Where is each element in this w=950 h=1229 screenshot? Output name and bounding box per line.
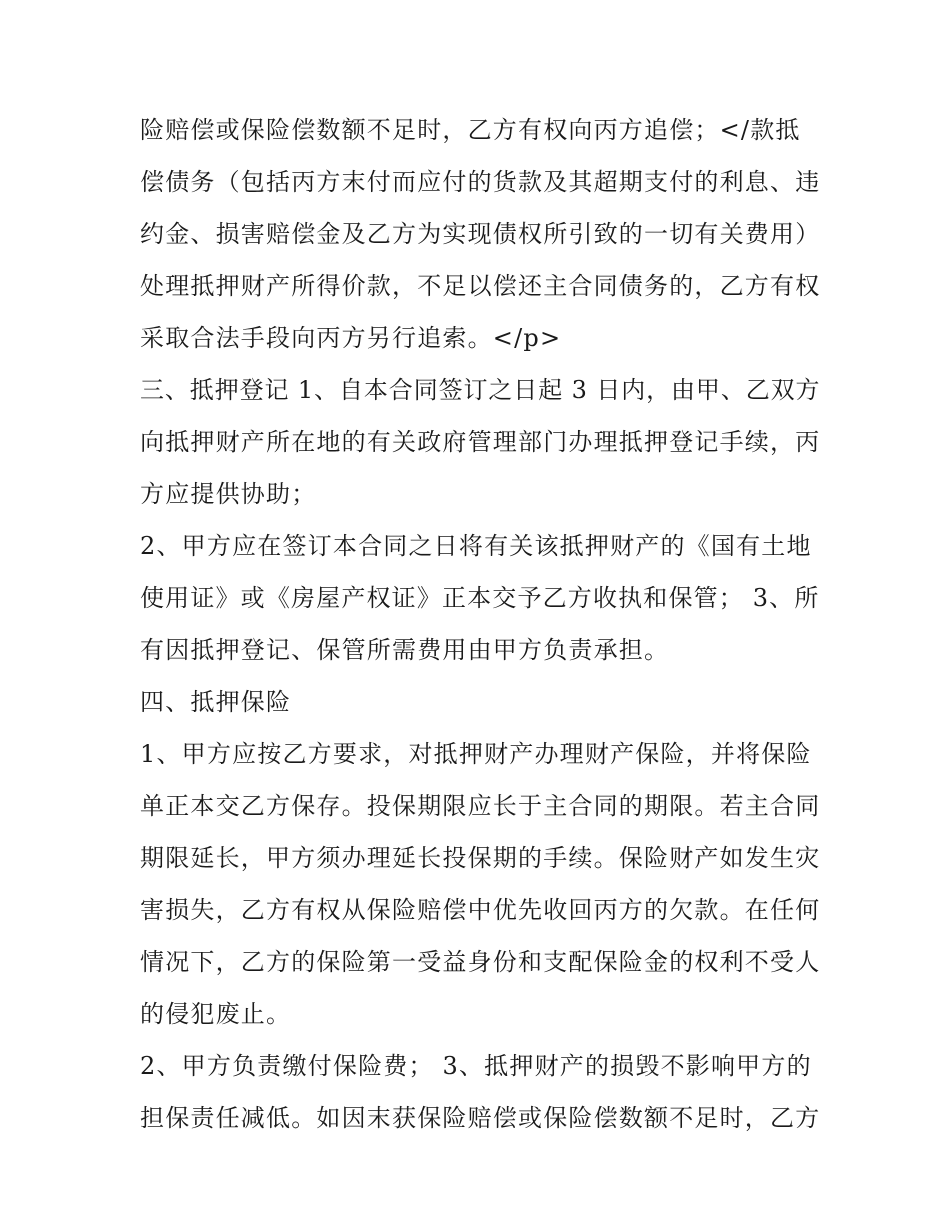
text-line: 采取合法手段向丙方另行追索。</p> <box>140 324 562 352</box>
text-line: 2、甲方应在签订本合同之日将有关该抵押财产的《国有土地 <box>140 532 812 560</box>
text-line: 方应提供协助； <box>140 480 317 508</box>
text-line: 害损失，乙方有权从保险赔偿中优先收回丙方的欠款。在任何 <box>140 896 821 924</box>
text-line: 的侵犯废止。 <box>140 1000 292 1028</box>
text-line: 2、甲方负责缴付保险费； 3、抵押财产的损毁不影响甲方的 <box>140 1052 812 1080</box>
text-line: 约金、损害赔偿金及乙方为实现债权所引致的一切有关费用） <box>140 220 821 248</box>
text-line: 担保责任减低。如因末获保险赔偿或保险偿数额不足时，乙方 <box>140 1104 821 1132</box>
text-line: 1、甲方应按乙方要求，对抵押财产办理财产保险，并将保险 <box>140 740 812 768</box>
text-line: 偿债务（包括丙方末付而应付的货款及其超期支付的利息、违 <box>140 168 821 196</box>
text-line: 期限延长，甲方须办理延长投保期的手续。保险财产如发生灾 <box>140 844 821 872</box>
text-line: 单正本交乙方保存。投保期限应长于主合同的期限。若主合同 <box>140 792 821 820</box>
document-body <box>140 104 820 1144</box>
text-line: 情况下，乙方的保险第一受益身份和支配保险金的权利不受人 <box>140 948 821 976</box>
text-line: 有因抵押登记、保管所需费用由甲方负责承担。 <box>140 636 670 664</box>
section-heading-line: 三、抵押登记 1、自本合同签订之日起 3 日内，由甲、乙双方 <box>140 376 821 404</box>
section-heading: 四、抵押保险 <box>140 688 292 716</box>
text-line: 使用证》或《房屋产权证》正本交予乙方收执和保管； 3、所 <box>140 584 820 612</box>
text-line: 向抵押财产所在地的有关政府管理部门办理抵押登记手续，丙 <box>140 428 821 456</box>
text-line: 险赔偿或保险偿数额不足时，乙方有权向丙方追偿；</款抵 <box>140 116 801 144</box>
text-line: 处理抵押财产所得价款，不足以偿还主合同债务的，乙方有权 <box>140 272 821 300</box>
